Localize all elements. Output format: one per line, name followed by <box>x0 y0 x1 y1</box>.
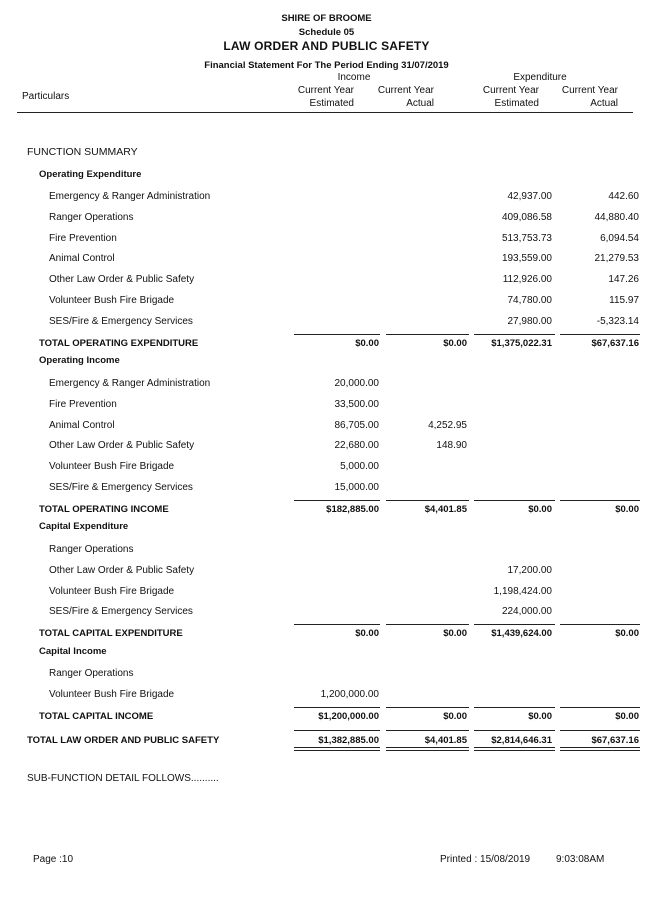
double-rule-1 <box>386 747 469 751</box>
double-rule-0 <box>294 747 380 751</box>
row-value-3: 115.97 <box>609 295 639 306</box>
row-value-2: 224,000.00 <box>501 606 552 618</box>
row-label: Animal Control <box>49 419 115 431</box>
row-label: Ranger Operations <box>49 544 134 555</box>
table-row <box>0 233 653 247</box>
particulars-header: Particulars <box>22 91 70 102</box>
row-value-2: 193,559.00 <box>501 253 552 265</box>
table-row <box>0 399 653 413</box>
row-value-0: $0.00 <box>355 628 379 639</box>
period-subtitle: Financial Statement For The Period Ending 31/07/2019 <box>204 60 449 71</box>
row-label: Volunteer Bush Fire Brigade <box>49 461 175 473</box>
total-rule-1 <box>386 334 469 335</box>
row-value-0: 5,000.00 <box>340 461 379 473</box>
row-label: Emergency & Ranger Administration <box>49 191 211 202</box>
row-label: SES/Fire & Emergency Services <box>49 606 193 618</box>
row-value-2: 42,937.00 <box>507 191 552 202</box>
table-row <box>0 212 653 226</box>
total-row <box>0 338 653 352</box>
total-rule-2 <box>474 334 555 335</box>
expenditure-estimated-header-line2: Estimated <box>494 98 539 109</box>
row-value-3: $67,637.16 <box>591 338 639 349</box>
row-value-1: 148.90 <box>436 440 467 452</box>
row-value-0: $182,885.00 <box>326 504 379 515</box>
table-row <box>0 544 653 558</box>
table-row <box>0 689 653 703</box>
total-rule-3 <box>560 500 640 501</box>
row-label: Animal Control <box>49 253 115 265</box>
printed-date: Printed : 15/08/2019 <box>440 854 531 865</box>
table-row <box>0 420 653 434</box>
row-value-2: 17,200.00 <box>507 564 552 576</box>
row-value-3: 6,094.54 <box>600 232 639 244</box>
total-rule-3 <box>560 624 640 625</box>
row-value-1: $0.00 <box>443 711 467 722</box>
total-row <box>0 711 653 725</box>
row-value-3: $0.00 <box>615 711 639 722</box>
row-value-2: $2,814,646.31 <box>491 735 552 746</box>
total-rule-2 <box>474 730 555 731</box>
section-title: FUNCTION SUMMARY <box>27 146 138 158</box>
row-label: TOTAL OPERATING EXPENDITURE <box>39 338 199 349</box>
row-label: TOTAL CAPITAL EXPENDITURE <box>39 628 183 639</box>
table-row <box>0 461 653 475</box>
row-value-3: -5,323.14 <box>596 315 639 327</box>
total-rule-0 <box>294 624 380 625</box>
total-rule-3 <box>560 334 640 335</box>
row-value-3: 442.60 <box>608 191 639 202</box>
row-value-2: 74,780.00 <box>507 295 552 306</box>
header-rule <box>17 112 633 113</box>
row-label: Volunteer Bush Fire Brigade <box>49 295 175 306</box>
printed-time: 9:03:08AM <box>556 854 605 865</box>
row-label: Volunteer Bush Fire Brigade <box>49 585 175 597</box>
row-label: Other Law Order & Public Safety <box>49 274 195 286</box>
total-rule-1 <box>386 730 469 731</box>
row-value-0: 1,200,000.00 <box>320 688 379 700</box>
income-estimated-header-line2: Estimated <box>309 98 354 109</box>
row-label: Other Law Order & Public Safety <box>49 564 195 576</box>
row-value-1: $4,401.85 <box>424 504 467 515</box>
row-label: TOTAL LAW ORDER AND PUBLIC SAFETY <box>27 735 220 746</box>
total-rule-0 <box>294 334 380 335</box>
row-value-0: $1,200,000.00 <box>318 711 379 722</box>
total-rule-2 <box>474 500 555 501</box>
row-label: Ranger Operations <box>49 668 134 679</box>
table-row <box>0 565 653 579</box>
expenditure-actual-header-line2: Actual <box>590 98 618 109</box>
table-row <box>0 274 653 288</box>
group-title: Capital Expenditure <box>39 521 129 532</box>
table-row <box>0 586 653 600</box>
total-rule-1 <box>386 707 469 708</box>
total-rule-0 <box>294 707 380 708</box>
row-value-2: $0.00 <box>528 504 552 515</box>
double-rule-3 <box>560 747 640 751</box>
row-label: Ranger Operations <box>49 211 134 223</box>
row-value-0: $1,382,885.00 <box>318 735 379 746</box>
group-title: Capital Income <box>39 646 107 657</box>
row-value-3: $0.00 <box>615 504 639 515</box>
row-value-3: $0.00 <box>615 628 639 639</box>
row-value-0: 20,000.00 <box>334 378 379 389</box>
total-rule-1 <box>386 624 469 625</box>
row-label: SES/Fire & Emergency Services <box>49 315 193 327</box>
row-value-2: 112,926.00 <box>502 274 552 286</box>
row-label: TOTAL CAPITAL INCOME <box>39 711 154 722</box>
total-rule-0 <box>294 730 380 731</box>
table-row <box>0 191 653 205</box>
income-estimated-header-line1: Current Year <box>297 85 354 96</box>
row-value-1: $0.00 <box>443 628 467 639</box>
page-number: Page :10 <box>33 854 74 865</box>
row-value-2: 409,086.58 <box>501 211 552 223</box>
total-rule-1 <box>386 500 469 501</box>
group-title: Operating Expenditure <box>39 169 142 180</box>
sub-function-note: SUB-FUNCTION DETAIL FOLLOWS.......... <box>27 773 219 784</box>
expenditure-estimated-header-line1: Current Year <box>482 85 539 96</box>
row-value-1: $4,401.85 <box>424 735 467 746</box>
organisation-name: SHIRE OF BROOME <box>281 13 372 24</box>
table-row <box>0 378 653 392</box>
table-row <box>0 316 653 330</box>
row-value-0: 15,000.00 <box>334 482 379 493</box>
row-label: Fire Prevention <box>49 398 117 410</box>
income-actual-header-line1: Current Year <box>377 85 434 96</box>
total-rule-2 <box>474 624 555 625</box>
row-value-0: 33,500.00 <box>334 398 379 410</box>
table-row <box>0 482 653 496</box>
table-row <box>0 668 653 682</box>
table-row <box>0 606 653 620</box>
income-actual-header-line2: Actual <box>406 98 434 109</box>
total-rule-3 <box>560 707 640 708</box>
double-rule-2 <box>474 747 555 751</box>
schedule-number: Schedule 05 <box>298 27 355 38</box>
row-value-0: 86,705.00 <box>334 419 379 431</box>
row-value-3: $67,637.16 <box>591 735 639 746</box>
total-rule-0 <box>294 500 380 501</box>
row-value-3: 147.26 <box>608 274 639 286</box>
row-label: Volunteer Bush Fire Brigade <box>49 688 175 700</box>
row-value-2: $0.00 <box>528 711 552 722</box>
total-rule-3 <box>560 730 640 731</box>
row-value-2: 1,198,424.00 <box>493 585 552 597</box>
row-value-2: 513,753.73 <box>501 232 552 244</box>
row-value-3: 21,279.53 <box>594 253 639 265</box>
row-label: Emergency & Ranger Administration <box>49 378 211 389</box>
row-value-0: $0.00 <box>355 338 379 349</box>
total-row <box>0 504 653 518</box>
row-value-2: 27,980.00 <box>507 315 552 327</box>
table-row <box>0 440 653 454</box>
row-value-2: $1,439,624.00 <box>491 628 552 639</box>
row-value-0: 22,680.00 <box>334 440 379 452</box>
expenditure-group-header: Expenditure <box>513 72 567 83</box>
total-row <box>0 628 653 642</box>
row-label: TOTAL OPERATING INCOME <box>39 504 169 515</box>
total-rule-2 <box>474 707 555 708</box>
expenditure-actual-header-line1: Current Year <box>561 85 618 96</box>
row-label: Fire Prevention <box>49 232 117 244</box>
row-label: Other Law Order & Public Safety <box>49 440 195 452</box>
row-value-2: $1,375,022.31 <box>491 338 552 349</box>
row-value-1: 4,252.95 <box>428 419 467 431</box>
row-value-1: $0.00 <box>443 338 467 349</box>
page-title: LAW ORDER AND PUBLIC SAFETY <box>223 39 430 53</box>
group-title: Operating Income <box>39 355 120 366</box>
row-value-3: 44,880.40 <box>594 211 639 223</box>
table-row <box>0 253 653 267</box>
table-row <box>0 295 653 309</box>
row-label: SES/Fire & Emergency Services <box>49 482 193 493</box>
income-group-header: Income <box>337 72 371 83</box>
